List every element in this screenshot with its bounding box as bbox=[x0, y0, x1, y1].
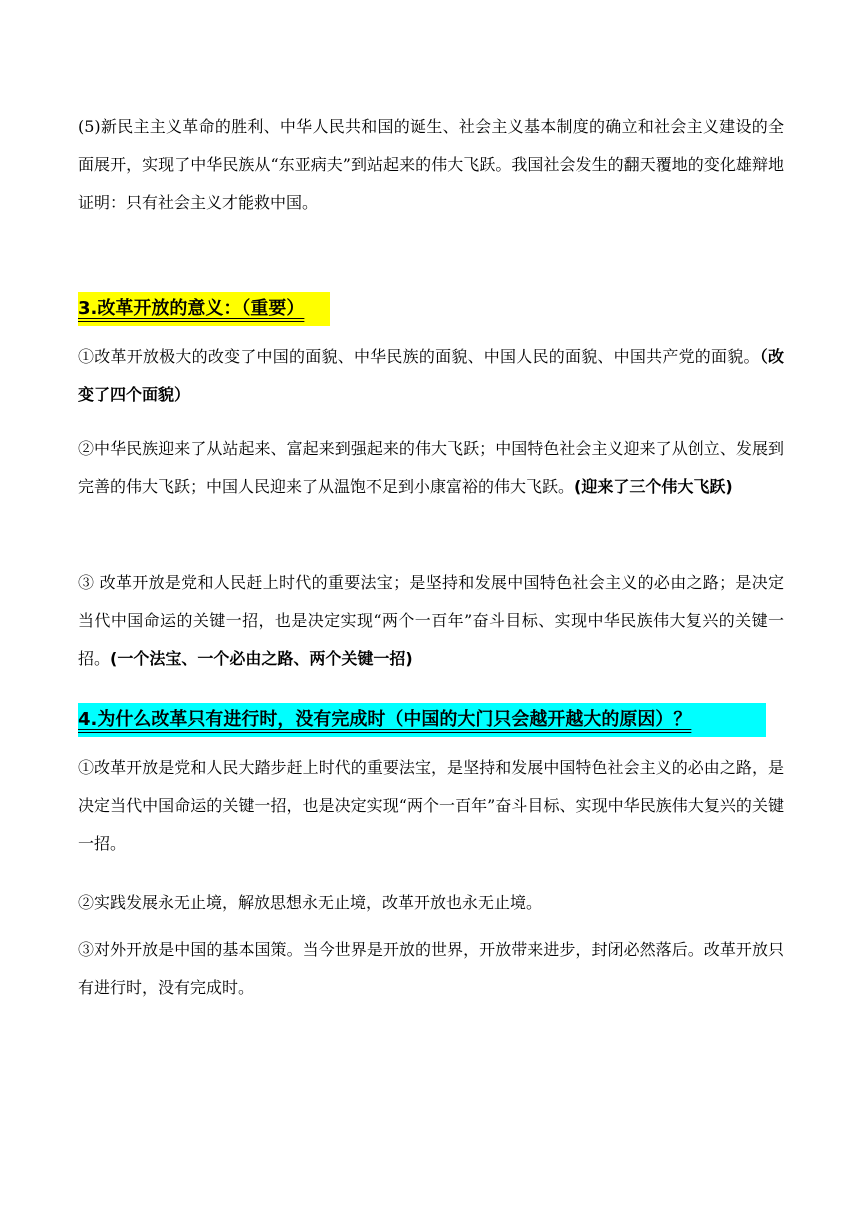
section3-point2-text: ②中华民族迎来了从站起来、富起来到强起来的伟大飞跃；中国特色社会主义迎来了从创立、发展到完善的伟大飞跃；中国人民迎来了从温饱不足到小康富裕的伟大飞跃。 bbox=[78, 439, 784, 496]
section3-point2-note: (迎来了三个伟大飞跃) bbox=[574, 477, 733, 496]
section2-point5: (5)新民主主义革命的胜利、中华人民共和国的诞生、社会主义基本制度的确立和社会主义建设的全面展开，实现了中华民族从“东亚病夫”到站起来的伟大飞跃。我国社会发生的翻天覆地的变化雄辩地证明：只有社会主义才能救中国。 bbox=[78, 117, 784, 212]
section3-point1-text: ①改革开放极大的改变了中国的面貌、中华民族的面貌、中国人民的面貌、中国共产党的面貌。 bbox=[78, 347, 760, 366]
section3-point3-note: (一个法宝、一个必由之路、两个关键一招) bbox=[110, 649, 413, 668]
section3-point3 bbox=[78, 564, 784, 678]
section4-point3: ③对外开放是中国的基本国策。当今世界是开放的世界，开放带来进步，封闭必然落后。改革开放只有进行时，没有完成时。 bbox=[78, 940, 784, 997]
section4-point1: ①改革开放是党和人民大踏步赶上时代的重要法宝，是坚持和发展中国特色社会主义的必由之路，是决定当代中国命运的关键一招，也是决定实现“两个一百年”奋斗目标、实现中华民族伟大复兴的关键一招。 bbox=[78, 758, 784, 853]
section3-point1-note: （改变了四个面貌） bbox=[78, 347, 784, 404]
section3-heading bbox=[78, 292, 330, 326]
section4-heading bbox=[78, 703, 766, 737]
section4-heading-text: 4.为什么改革只有进行时，没有完成时（中国的大门只会越开越大的原因）？ bbox=[78, 709, 692, 730]
section3-point2 bbox=[78, 430, 784, 506]
section3-point1 bbox=[78, 338, 784, 414]
section4-point2: ②实践发展永无止境，解放思想永无止境，改革开放也永无止境。 bbox=[78, 893, 543, 912]
section3-heading-text: 3.改革开放的意义：（重要） bbox=[78, 298, 305, 319]
section3-point3-text: ③ 改革开放是党和人民赶上时代的重要法宝；是坚持和发展中国特色社会主义的必由之路；是决定当代中国命运的关键一招，也是决定实现“两个一百年”奋斗目标、实现中华民族伟大复兴的关键一招。 bbox=[78, 573, 784, 668]
